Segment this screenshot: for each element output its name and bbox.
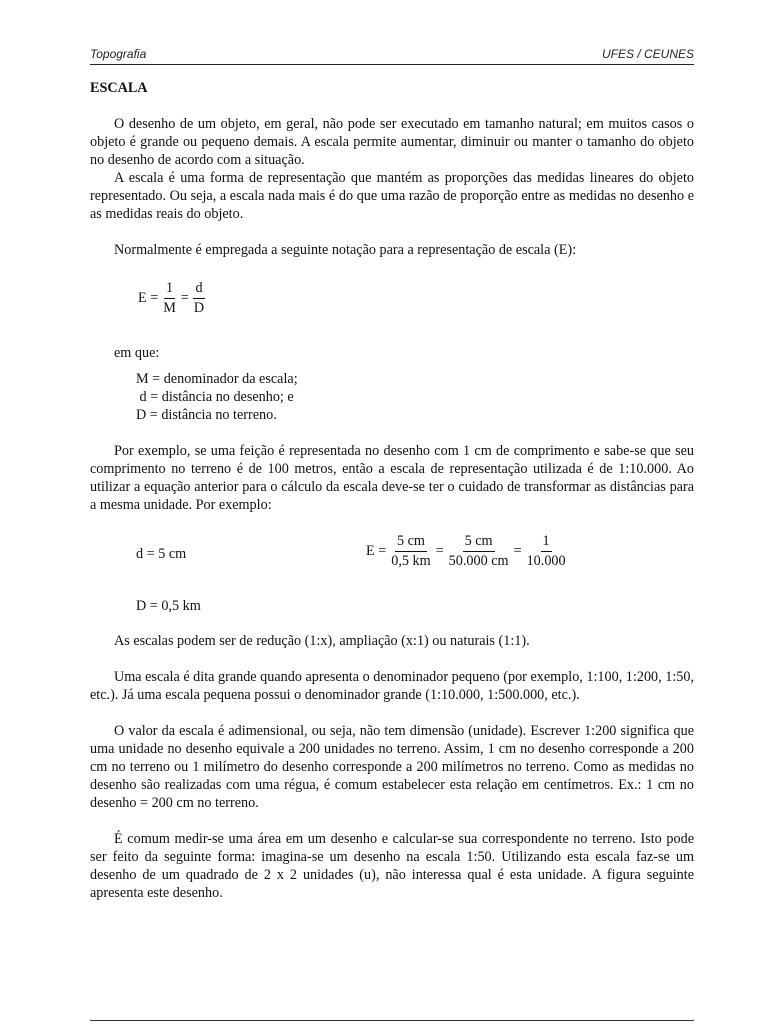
footer-rule [90,1020,694,1021]
example-formula [366,533,568,570]
definition-d: d = distância no desenho; e [136,389,294,405]
denominator: D [193,300,205,316]
paragraph-6: Uma escala é dita grande quando apresenta o denominador pequeno (por exemplo, 1:100, 1:200, 1:50, etc.). Já uma escala pequena possui o denominador grande (1:10.000, 1:500.000, etc.). [90,669,694,703]
numerator: d [193,280,204,299]
paragraph-7: O valor da escala é adimensional, ou seja, não tem dimensão (unidade). Escrever 1:200 significa que uma unidade no desenho equivale a 200 unidades no terreno. Assim, 1 cm no desenho corresponde a 200 cm no terreno ou 1 milímetro do desenho corresponde a 200 milímetros no terreno. Como as medidas no desenho são realizadas com uma régua, é comum estabelecer esta relação em centímetros. Ex.: 1 cm no desenho = 200 cm no terreno. [90,723,694,811]
page-content [90,79,694,259]
fraction-d-over-d [192,280,206,317]
paragraph-2: A escala é uma forma de representação que mantém as proporções das medidas lineares do objeto representado. Ou seja, a escala nada mais é do que uma razão de proporção entre as medidas no desenho e as medidas reais do objeto. [90,170,694,222]
equals-sign: = [513,543,522,559]
paragraphs-lower [90,632,694,902]
header-right: UFES / CEUNES [601,47,694,61]
paragraph-5: As escalas podem ser de redução (1:x), ampliação (x:1) ou naturais (1:1). [114,633,530,649]
paragraph-4-wrap [90,442,694,514]
formula-lhs: E = [138,290,159,306]
numerator: 5 cm [395,533,427,552]
equals-sign: = [435,543,444,559]
definition-big-d: D = distância no terreno. [136,407,277,423]
definition-m: M = denominador da escala; [136,371,298,387]
em-que-label: em que: [114,345,160,361]
example-big-d: D = 0,5 km [136,598,201,614]
denominator: 10.000 [526,553,566,569]
header-left: Topografia [90,47,147,61]
denominator: M [163,300,176,316]
fraction-2 [447,533,511,570]
fraction-3 [525,533,568,570]
numerator: 1 [164,280,175,299]
numerator: 5 cm [463,533,495,552]
paragraph-1: O desenho de um objeto, em geral, não pode ser executado em tamanho natural; em muitos casos o objeto é grande ou pequeno demais. A escala permite aumentar, diminuir ou manter o tamanho do objeto no desenho de acordo com a situação. [90,116,694,168]
paragraph-4: Por exemplo, se uma feição é representada no desenho com 1 cm de comprimento e sabe-se que seu comprimento no terreno é de 100 metros, então a escala de representação utilizada é de 1:10.000. Ao utilizar a equação anterior para o cálculo da escala deve-se ter o cuidado de transformar as distâncias para a mesma unidade. Por exemplo: [90,443,694,513]
denominator: 0,5 km [391,553,431,569]
denominator: 50.000 cm [448,553,509,569]
fraction-1 [389,533,432,570]
fraction-1-over-m [161,280,178,317]
paragraph-3: Normalmente é empregada a seguinte notação para a representação de escala (E): [114,242,577,258]
numerator: 1 [541,533,552,552]
formula-lhs: E = [366,543,387,559]
page-header [90,44,694,65]
paragraph-8: É comum medir-se uma área em um desenho e calcular-se sua correspondente no terreno. Isto pode ser feito da seguinte forma: imagina-se um desenho na escala 1:50. Utilizando esta escala faz-se um desenho de um quadrado de 2 x 2 unidades (u), não interessa qual é esta unidade. A figura seguinte apresenta este desenho. [90,831,694,901]
example-d: d = 5 cm [136,546,187,562]
section-title: ESCALA [90,80,148,96]
scale-formula [138,280,206,317]
equals-sign: = [180,290,189,306]
